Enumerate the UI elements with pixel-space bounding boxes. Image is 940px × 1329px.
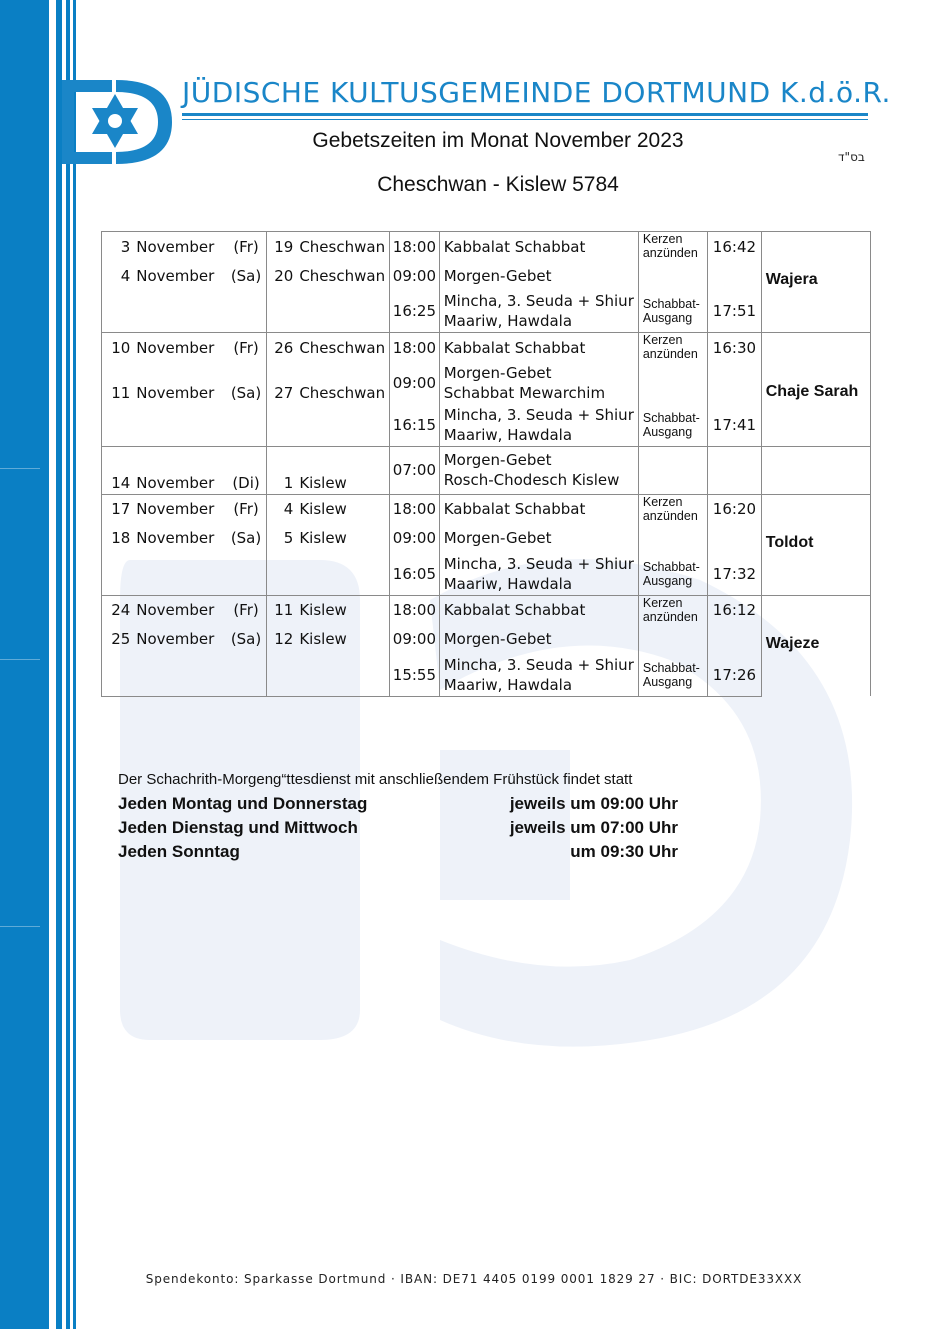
weekday-services-intro: Der Schachrith-Morgeng“ttesdienst mit anschließendem Frühstück findet statt — [118, 771, 633, 788]
hebrew-month: Cheschwan — [295, 362, 389, 404]
gregorian-month — [132, 553, 226, 595]
candle-note — [638, 404, 707, 446]
gregorian-day: 24 — [102, 595, 133, 625]
hebrew-day: 11 — [266, 595, 295, 625]
gregorian-day: 25 — [102, 625, 133, 655]
hebrew-day: 5 — [283, 529, 294, 548]
candle-note-line: anzünden — [642, 508, 698, 523]
candle-note-line: Ausgang — [642, 424, 693, 439]
prayer-description — [439, 404, 638, 446]
weekday: (Di) — [226, 446, 266, 494]
gregorian-day — [102, 291, 133, 333]
weekday: (Sa) — [226, 625, 266, 655]
star-of-david-logo-icon — [54, 74, 176, 170]
prayer-time: 16:05 — [390, 553, 440, 595]
schedule-row — [102, 494, 871, 524]
gregorian-day: 17 — [102, 494, 133, 524]
hebrew-month — [295, 404, 389, 446]
gregorian-day — [102, 553, 133, 595]
prayer-time: 18:00 — [390, 232, 440, 262]
prayer-description-line: Mincha, 3. Seuda + Shiur — [443, 554, 634, 573]
gregorian-month: November — [132, 333, 226, 363]
candle-note-line: anzünden — [642, 347, 698, 361]
prayer-description-line: Rosch-Chodesch Kislew — [443, 471, 620, 489]
weekday — [226, 291, 266, 333]
candle-note — [638, 524, 707, 554]
gregorian-day: 3 — [102, 232, 133, 262]
hebrew-month — [295, 291, 389, 333]
schedule-row — [102, 291, 871, 333]
gregorian-month: November — [136, 266, 215, 285]
prayer-description — [439, 494, 638, 524]
schedule-row — [102, 625, 871, 655]
prayer-description — [439, 333, 638, 363]
prayer-description — [439, 595, 638, 625]
weekday-service-time: jeweils um 07:00 Uhr — [509, 818, 678, 837]
weekday-service-time: jeweils um 09:00 Uhr — [509, 794, 678, 813]
weekday: (Sa) — [226, 524, 266, 554]
prayer-time: 16:25 — [390, 291, 440, 333]
prayer-time: 07:00 — [390, 446, 440, 494]
candle-note-line: Ausgang — [642, 674, 693, 689]
left-stripe-thin — [73, 0, 76, 1329]
page-title: Gebetszeiten im Monat November 2023 — [312, 129, 684, 152]
weekday: (Fr) — [226, 595, 266, 625]
gregorian-day: 14 — [102, 446, 133, 494]
hebrew-day — [266, 291, 295, 333]
prayer-description — [439, 654, 638, 696]
prayer-time: 18:00 — [390, 333, 440, 363]
organization-name: JÜDISCHE KULTUSGEMEINDE DORTMUND K.d.ö.R. — [182, 76, 891, 109]
candle-note — [638, 446, 707, 494]
prayer-description-line: Morgen-Gebet — [443, 630, 552, 649]
prayer-description-line: Maariw, Hawdala — [443, 425, 573, 444]
page-subtitle: Cheschwan - Kislew 5784 — [377, 173, 619, 196]
hebrew-day: 19 — [266, 232, 295, 262]
candle-note — [638, 553, 707, 595]
weekday-service-days: Jeden Sonntag — [118, 842, 240, 861]
weekday-service-days: Jeden Dienstag und Mittwoch — [118, 818, 358, 837]
prayer-description — [439, 553, 638, 595]
weekday — [226, 654, 266, 696]
hebrew-month: Cheschwan — [295, 333, 389, 363]
candle-note-line: Kerzen — [642, 494, 683, 509]
schedule-row — [102, 261, 871, 291]
prayer-time: 09:00 — [390, 261, 440, 291]
hebrew-month: Kislew — [295, 524, 389, 554]
schedule-row — [102, 595, 871, 625]
prayer-description-line: Maariw, Hawdala — [443, 675, 573, 694]
candle-time: 17:51 — [708, 291, 762, 333]
hebrew-month — [295, 654, 389, 696]
candle-time — [708, 261, 762, 291]
prayer-time: 16:15 — [390, 404, 440, 446]
candle-note-line: Schabbat- — [642, 410, 700, 425]
candle-note — [638, 261, 707, 291]
hebrew-day: 4 — [266, 494, 295, 524]
weekday: (Sa) — [226, 261, 266, 291]
gregorian-month: November — [136, 529, 215, 548]
candle-note — [638, 291, 707, 333]
hebrew-day: 1 — [266, 446, 295, 494]
prayer-description — [439, 524, 638, 554]
candle-note-line: anzünden — [642, 609, 698, 624]
gregorian-month: November — [136, 630, 215, 649]
candle-time — [708, 362, 762, 404]
candle-note — [638, 333, 707, 363]
left-stripe-thin — [66, 0, 70, 1329]
parasha-name: Chaje Sarah — [761, 333, 870, 447]
candle-note — [638, 362, 707, 404]
gregorian-month: November — [132, 232, 226, 262]
gregorian-month: November — [132, 595, 226, 625]
prayer-time: 18:00 — [390, 494, 440, 524]
gregorian-day: 10 — [102, 333, 133, 363]
prayer-description-line: Kabbalat Schabbat — [443, 338, 586, 357]
hebrew-day: 27 — [274, 384, 294, 402]
bank-account-footer: Spendekonto: Sparkasse Dortmund · IBAN: DE71 4405 0199 0001 1829 27 · BIC: DORTDE33XXX — [145, 1272, 803, 1286]
schedule-row — [102, 654, 871, 696]
candle-note — [638, 654, 707, 696]
weekday: (Fr) — [226, 333, 266, 363]
hebrew-month: Cheschwan — [295, 261, 389, 291]
left-stripe-main — [0, 0, 49, 1329]
header-rule — [182, 113, 868, 116]
candle-note — [638, 625, 707, 655]
prayer-description-line: Morgen-Gebet — [443, 529, 552, 548]
hebrew-month — [295, 553, 389, 595]
left-stripe-thin — [56, 0, 62, 1329]
weekday: (Sa) — [226, 362, 266, 404]
prayer-description-line: Kabbalat Schabbat — [443, 601, 586, 619]
candle-time: 16:30 — [708, 333, 762, 363]
candle-note-line: Schabbat- — [642, 559, 700, 574]
weekday: (Fr) — [226, 232, 266, 262]
gregorian-month — [132, 654, 226, 696]
hebrew-day: 12 — [274, 630, 294, 649]
prayer-time: 15:55 — [390, 654, 440, 696]
weekday: (Fr) — [226, 494, 266, 524]
prayer-description — [439, 625, 638, 655]
candle-time: 16:12 — [708, 595, 762, 625]
candle-note — [638, 494, 707, 524]
prayer-description-line: Morgen-Gebet — [443, 451, 552, 469]
prayer-description-line: Maariw, Hawdala — [443, 312, 573, 331]
gregorian-month — [132, 404, 226, 446]
candle-note-line: Kerzen — [642, 333, 683, 347]
candle-time: 17:41 — [708, 404, 762, 446]
schedule-row — [102, 232, 871, 262]
gregorian-day — [102, 404, 133, 446]
prayer-time: 09:00 — [390, 625, 440, 655]
hebrew-month: Kislew — [295, 595, 389, 625]
prayer-time: 09:00 — [390, 524, 440, 554]
gregorian-month: November — [132, 494, 226, 524]
candle-time: 17:32 — [708, 553, 762, 595]
parasha-name — [761, 446, 870, 494]
candle-note-line: Ausgang — [642, 573, 693, 588]
gregorian-day: 18 — [102, 524, 133, 554]
prayer-description — [439, 232, 638, 262]
gregorian-day: 11 — [102, 362, 133, 404]
stripe-divider — [0, 926, 40, 927]
parasha-name: Toldot — [761, 494, 870, 595]
parasha-name: Wajera — [761, 232, 870, 333]
prayer-description — [439, 446, 638, 494]
prayer-description-line: Kabbalat Schabbat — [443, 500, 586, 518]
candle-note-line: anzünden — [642, 246, 698, 260]
schedule-row — [102, 404, 871, 446]
prayer-description — [439, 261, 638, 291]
candle-note — [638, 232, 707, 262]
prayer-description-line: Mincha, 3. Seuda + Shiur — [443, 405, 634, 424]
hebrew-month: Kislew — [295, 446, 389, 494]
candle-note-line: Ausgang — [642, 311, 693, 326]
prayer-schedule-table — [101, 231, 871, 697]
weekday-service-time: um 09:30 Uhr — [570, 842, 678, 861]
candle-time: 17:26 — [708, 654, 762, 696]
hebrew-month: Cheschwan — [295, 232, 389, 262]
prayer-description-line: Maariw, Hawdala — [443, 574, 573, 593]
schedule-body — [102, 232, 871, 697]
prayer-time: 18:00 — [390, 595, 440, 625]
prayer-description-line: Mincha, 3. Seuda + Shiur — [443, 292, 634, 311]
prayer-description-line: Morgen-Gebet — [443, 266, 552, 285]
candle-note-line: Schabbat- — [642, 660, 700, 675]
prayer-description-line: Mincha, 3. Seuda + Shiur — [443, 655, 634, 674]
hebrew-day — [266, 404, 295, 446]
candle-time — [708, 524, 762, 554]
hebrew-day: 26 — [266, 333, 295, 363]
weekday-service-days: Jeden Montag und Donnerstag — [118, 794, 368, 813]
schedule-row — [102, 524, 871, 554]
candle-time: 16:20 — [708, 494, 762, 524]
candle-note-line: Kerzen — [642, 595, 683, 610]
parasha-name: Wajeze — [761, 595, 870, 696]
gregorian-day: 4 — [102, 261, 133, 291]
stripe-divider — [0, 468, 40, 469]
prayer-description-line: Morgen-Gebet — [443, 364, 552, 382]
hebrew-month: Kislew — [295, 625, 389, 655]
hebrew-day — [266, 654, 295, 696]
gregorian-month: November — [136, 384, 215, 402]
hebrew-day: 20 — [274, 266, 294, 285]
schedule-row — [102, 446, 871, 494]
candle-note — [638, 595, 707, 625]
candle-note-line: Schabbat- — [642, 297, 700, 312]
schedule-row — [102, 553, 871, 595]
gregorian-day — [102, 654, 133, 696]
bsd-mark: בס"ד — [838, 150, 865, 164]
weekday — [226, 553, 266, 595]
prayer-description-line: Schabbat Mewarchim — [443, 384, 606, 402]
gregorian-month — [132, 291, 226, 333]
schedule-row — [102, 362, 871, 404]
prayer-description — [439, 291, 638, 333]
gregorian-month: November — [132, 446, 226, 494]
hebrew-day — [266, 553, 295, 595]
header-rule — [182, 119, 868, 120]
hebrew-month: Kislew — [295, 494, 389, 524]
candle-note-line: Kerzen — [642, 232, 683, 246]
prayer-description-line: Kabbalat Schabbat — [443, 237, 586, 256]
weekday — [226, 404, 266, 446]
prayer-time: 09:00 — [390, 362, 440, 404]
prayer-description — [439, 362, 638, 404]
schedule-row — [102, 333, 871, 363]
candle-time — [708, 446, 762, 494]
candle-time: 16:42 — [708, 232, 762, 262]
stripe-divider — [0, 659, 40, 660]
candle-time — [708, 625, 762, 655]
